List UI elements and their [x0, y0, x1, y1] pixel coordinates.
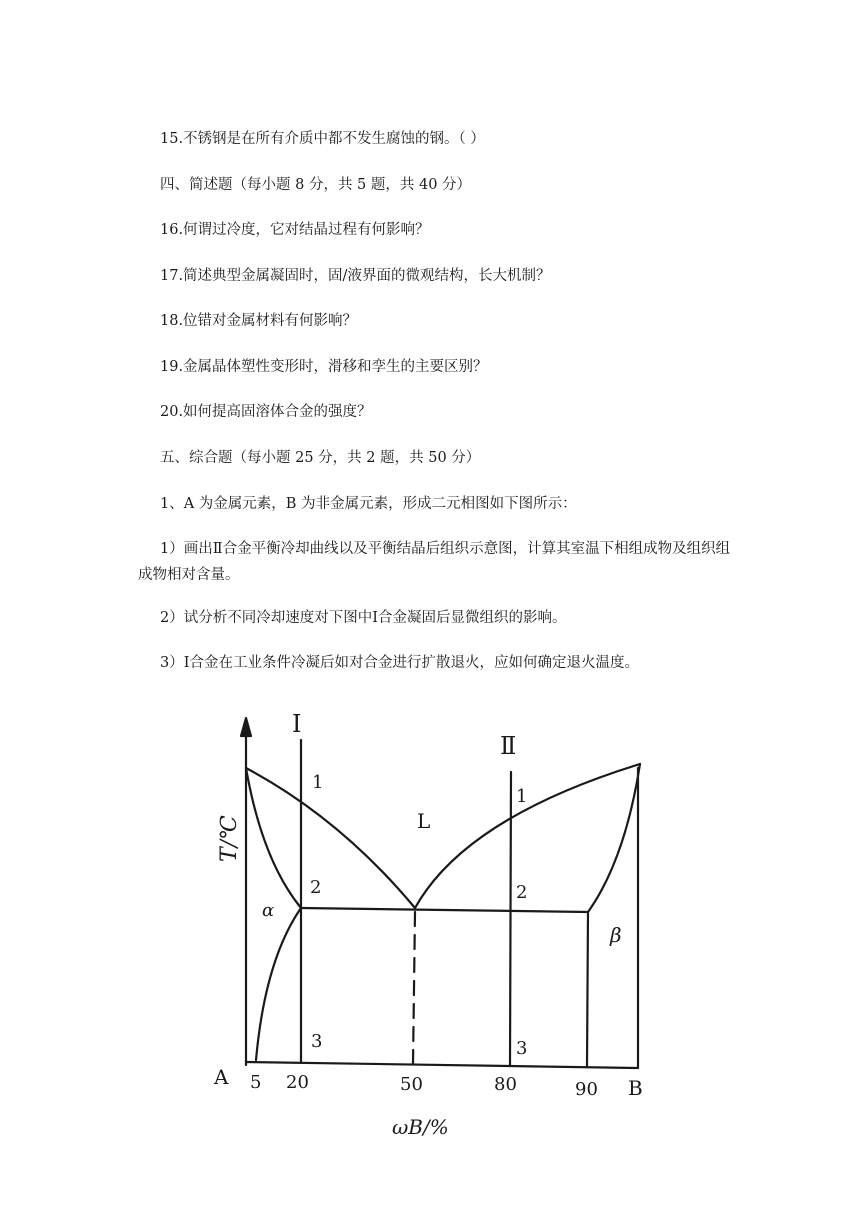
x-tick-5: 5: [250, 1072, 262, 1093]
problem-1-intro: 1、A 为金属元素，B 为非金属元素，形成二元相图如下图所示：: [160, 496, 577, 512]
beta-region-label: β: [610, 923, 622, 947]
alloy-2-vertical-line: [510, 772, 511, 1065]
alloy-2-point-3: 3: [516, 1038, 528, 1059]
x-tick-90: 90: [575, 1079, 598, 1100]
alloy-1-point-1: 1: [312, 772, 324, 793]
solvus-alpha-curve: [256, 908, 301, 1060]
x-tick-20: 20: [286, 1072, 309, 1093]
liquidus-right-curve: [415, 764, 640, 908]
problem-1-part-2: 2）试分析不同冷却速度对下图中Ⅰ合金凝固后显微组织的影响。: [160, 610, 567, 626]
alloy-2-point-1: 1: [516, 786, 528, 807]
x-tick-80: 80: [494, 1074, 517, 1095]
solvus-beta-line: [587, 912, 588, 1066]
liquidus-left-curve: [246, 768, 415, 908]
section-heading-5: 五、综合题（每小题 25 分，共 2 题，共 50 分）: [160, 450, 481, 466]
problem-1-part-1: 1）画出Ⅱ合金平衡冷却曲线以及平衡结晶后组织示意图，计算其室温下相组成物及组织组成物相对含量。: [138, 541, 731, 583]
alloy-2-label: Ⅱ: [500, 732, 517, 760]
liquid-region-label: L: [417, 809, 431, 833]
question-16: 16.何谓过冷度，它对结晶过程有何影响？: [160, 222, 430, 238]
alloy-1-point-3: 3: [311, 1031, 323, 1052]
solidus-beta-curve: [588, 764, 640, 912]
alloy-1-label: Ⅰ: [292, 710, 302, 738]
solidus-alpha-curve: [246, 768, 301, 908]
y-axis-arrow-icon: [241, 718, 251, 736]
problem-1-part-3: 3）Ⅰ合金在工业条件冷凝后如对合金进行扩散退火，应如何确定退火温度。: [160, 655, 639, 671]
component-b-label: B: [628, 1076, 643, 1100]
alpha-region-label: α: [262, 900, 275, 921]
eutectic-composition-dashed-line: [413, 912, 415, 1064]
question-19: 19.金属晶体塑性变形时，滑移和孪生的主要区别？: [160, 359, 488, 375]
question-18: 18.位错对金属材料有何影响？: [160, 313, 358, 329]
section-heading-4: 四、简述题（每小题 8 分，共 5 题，共 40 分）: [160, 177, 472, 193]
x-tick-50: 50: [400, 1074, 423, 1095]
eutectic-line: [301, 908, 588, 912]
x-axis-line: [246, 1062, 638, 1068]
question-15: 15.不锈钢是在所有介质中都不发生腐蚀的钢。（ ）: [160, 131, 485, 147]
component-a-label: A: [214, 1065, 229, 1089]
question-20: 20.如何提高固溶体合金的强度？: [160, 404, 372, 420]
alloy-1-point-2: 2: [310, 877, 322, 898]
alloy-2-point-2: 2: [516, 882, 528, 903]
y-axis-label: T/℃: [217, 815, 242, 862]
x-axis-label: ωB/%: [392, 1115, 449, 1139]
question-17: 17.简述典型金属凝固时，固/液界面的微观结构，长大机制？: [160, 268, 551, 284]
